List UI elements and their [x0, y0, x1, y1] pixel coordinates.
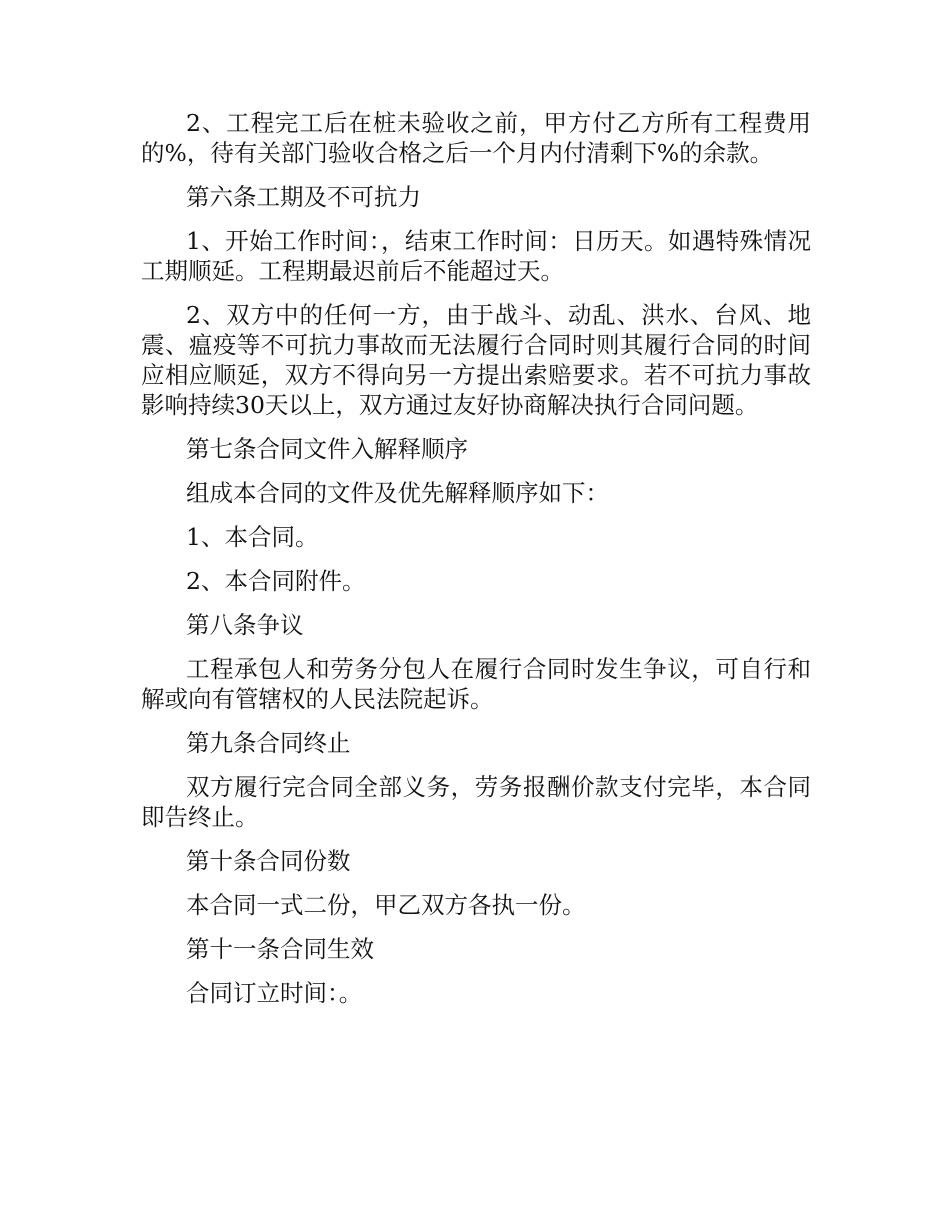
- article-10-heading: 第十条合同份数: [186, 847, 351, 875]
- document-order-intro: 组成本合同的文件及优先解释顺序如下：: [186, 479, 609, 507]
- force-majeure-clause-item-2: 2、双方中的任何一方，由于战斗、动乱、洪水、台风、地震、瘟疫等不可抗力事故而无法履行合同时则其履行合同的时间应相应顺延，双方不得向另一方提出索赔要求。若不可抗力事故影响持续30天以上，双方通过友好协商解决执行合同问题。: [141, 301, 811, 419]
- termination-clause: 双方履行完合同全部义务，劳务报酬价款支付完毕，本合同即告终止。: [141, 773, 811, 831]
- payment-clause-item-2: 2、工程完工后在桩未验收之前，甲方付乙方所有工程费用的%，待有关部门验收合格之后一个月内付清剩下%的余款。: [141, 109, 811, 167]
- copies-clause: 本合同一式二份，甲乙双方各执一份。: [186, 891, 586, 919]
- schedule-clause-item-1: 1、开始工作时间：，结束工作时间：日历天。如遇特殊情况工期顺延。工程期最迟前后不能超过天。: [141, 227, 811, 285]
- dispute-clause: 工程承包人和劳务分包人在履行合同时发生争议，可自行和解或向有管辖权的人民法院起诉。: [141, 655, 811, 713]
- article-11-heading: 第十一条合同生效: [186, 935, 374, 963]
- article-8-heading: 第八条争议: [186, 611, 304, 639]
- article-6-heading: 第六条工期及不可抗力: [186, 183, 421, 211]
- article-9-heading: 第九条合同终止: [186, 729, 351, 757]
- document-body: [141, 108, 811, 1022]
- document-order-item-1: 1、本合同。: [186, 523, 319, 551]
- document-order-item-2: 2、本合同附件。: [186, 567, 366, 595]
- effective-date-clause: 合同订立时间：。: [186, 979, 363, 1007]
- article-7-heading: 第七条合同文件入解释顺序: [186, 435, 468, 463]
